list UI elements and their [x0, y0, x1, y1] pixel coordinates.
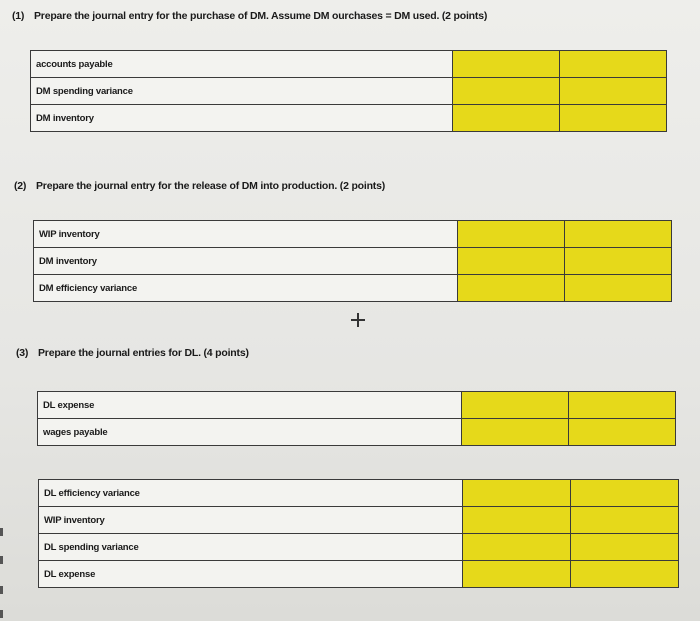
debit-cell[interactable] — [463, 534, 571, 561]
move-cursor-icon — [351, 313, 365, 327]
debit-cell[interactable] — [463, 480, 571, 507]
debit-cell[interactable] — [462, 392, 569, 419]
question-3-entry-2-table — [38, 479, 679, 588]
account-name: WIP inventory — [39, 507, 463, 534]
account-name: DL efficiency variance — [39, 480, 463, 507]
question-2-prompt — [14, 180, 385, 192]
account-name: DM spending variance — [31, 78, 453, 105]
table-row — [34, 248, 672, 275]
account-name: DL expense — [39, 561, 463, 588]
table-row — [39, 480, 679, 507]
table-row — [34, 221, 672, 248]
account-name: WIP inventory — [34, 221, 458, 248]
credit-cell[interactable] — [565, 275, 672, 302]
question-3-entry-1-table — [37, 391, 676, 446]
table-row — [38, 419, 676, 446]
table-row — [39, 561, 679, 588]
account-name: DM efficiency variance — [34, 275, 458, 302]
account-name: DM inventory — [34, 248, 458, 275]
account-name: DL expense — [38, 392, 462, 419]
debit-cell[interactable] — [458, 275, 565, 302]
debit-cell[interactable] — [458, 248, 565, 275]
account-name: wages payable — [38, 419, 462, 446]
page-edge-marks — [0, 0, 6, 621]
credit-cell[interactable] — [569, 392, 676, 419]
table-row — [31, 51, 667, 78]
account-name: accounts payable — [31, 51, 453, 78]
table-row — [39, 507, 679, 534]
question-1-journal-table — [30, 50, 667, 132]
credit-cell[interactable] — [571, 480, 679, 507]
table-row — [31, 105, 667, 132]
question-2-text: Prepare the journal entry for the release of DM into production. (2 points) — [36, 180, 386, 192]
question-1-prompt — [12, 10, 487, 22]
question-3-prompt — [16, 347, 249, 359]
debit-cell[interactable] — [453, 51, 560, 78]
debit-cell[interactable] — [462, 419, 569, 446]
question-3-number: (3) — [16, 347, 29, 359]
debit-cell[interactable] — [453, 105, 560, 132]
table-row — [31, 78, 667, 105]
credit-cell[interactable] — [560, 51, 667, 78]
debit-cell[interactable] — [458, 221, 565, 248]
credit-cell[interactable] — [571, 561, 679, 588]
debit-cell[interactable] — [463, 507, 571, 534]
account-name: DM inventory — [31, 105, 453, 132]
table-row — [34, 275, 672, 302]
question-1-number: (1) — [12, 10, 25, 22]
debit-cell[interactable] — [453, 78, 560, 105]
question-2-number: (2) — [14, 180, 27, 192]
credit-cell[interactable] — [565, 221, 672, 248]
credit-cell[interactable] — [560, 78, 667, 105]
debit-cell[interactable] — [463, 561, 571, 588]
table-row — [39, 534, 679, 561]
question-2-journal-table — [33, 220, 672, 302]
question-1-text: Prepare the journal entry for the purchase of DM. Assume DM ourchases = DM used. (2 points) — [34, 10, 488, 22]
account-name: DL spending variance — [39, 534, 463, 561]
question-3-text: Prepare the journal entries for DL. (4 points) — [38, 347, 249, 359]
credit-cell[interactable] — [571, 534, 679, 561]
credit-cell[interactable] — [569, 419, 676, 446]
credit-cell[interactable] — [571, 507, 679, 534]
table-row — [38, 392, 676, 419]
credit-cell[interactable] — [565, 248, 672, 275]
credit-cell[interactable] — [560, 105, 667, 132]
